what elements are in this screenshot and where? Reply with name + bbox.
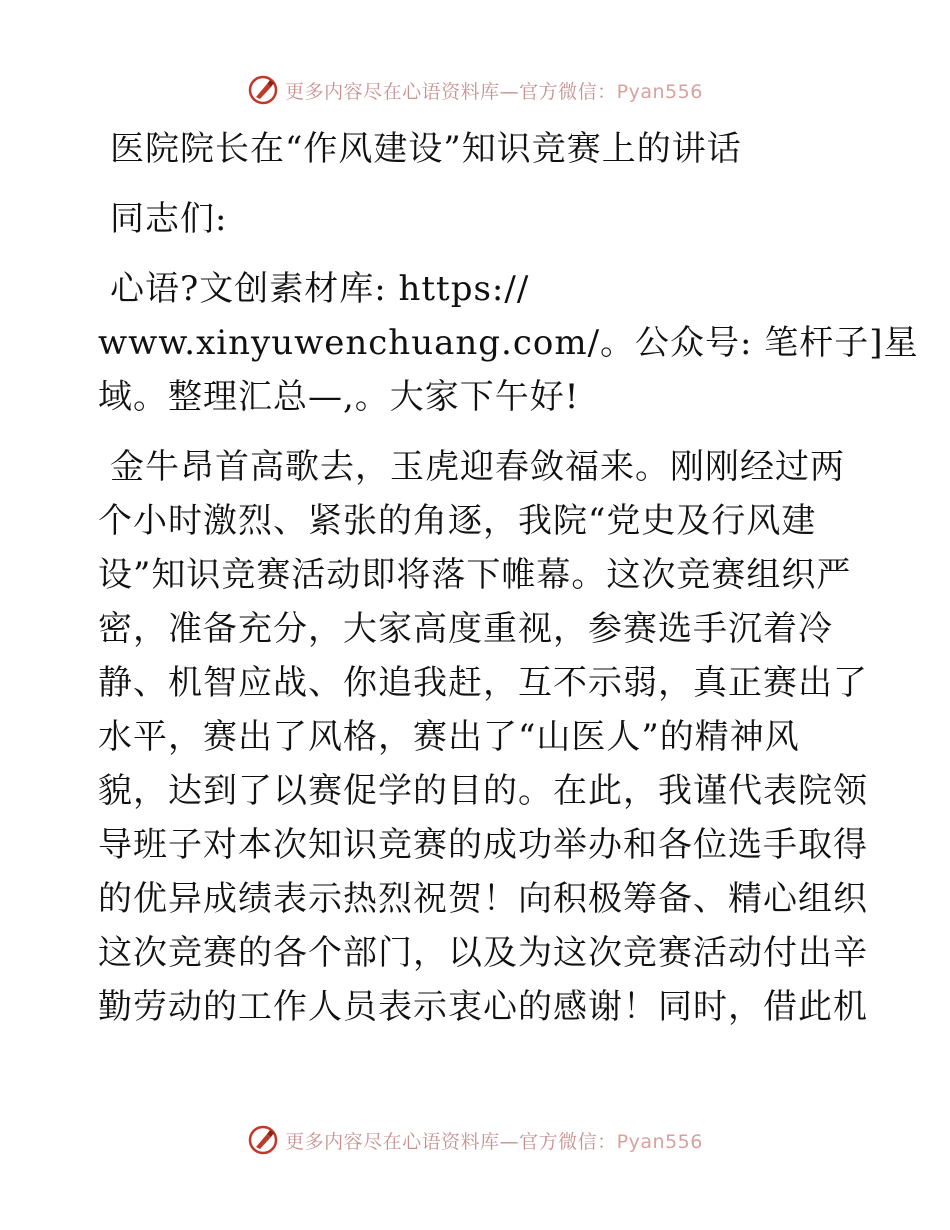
body-line: 的优异成绩表示热烈祝贺！向积极筹备、精心组织 [98, 879, 868, 919]
body-line: 金牛昂首高歌去，玉虎迎春敛福来。刚刚经过两 [110, 447, 845, 487]
document-body [98, 122, 919, 1034]
source-line: www.xinyuwenchuang.com/。公众号: 笔杆子]星 [98, 323, 919, 363]
source-line: 域。整理汇总—,。大家下午好! [98, 377, 580, 417]
document-title: 医院院长在“作风建设”知识竞赛上的讲话 [110, 129, 742, 169]
body-line: 这次竞赛的各个部门，以及为这次竞赛活动付出辛 [98, 933, 868, 973]
pen-logo-icon [247, 1124, 279, 1156]
body-line: 水平，赛出了风格，赛出了“山医人”的精神风 [98, 717, 800, 757]
body-line: 个小时激烈、紧张的角逐，我院“党史及行风建 [98, 501, 817, 541]
watermark-text: 更多内容尽在心语资料库—官方微信：Pyan556 [285, 80, 703, 103]
watermark-text: 更多内容尽在心语资料库—官方微信：Pyan556 [285, 1130, 703, 1153]
header-watermark [0, 70, 950, 110]
body-line: 设”知识竞赛活动即将落下帷幕。这次竞赛组织严 [98, 555, 852, 595]
source-line: 心语?文创素材库: https:// [110, 269, 530, 309]
body-line: 勤劳动的工作人员表示衷心的感谢！同时，借此机 [98, 987, 868, 1027]
pen-logo-icon [247, 74, 279, 106]
body-line: 密，准备充分，大家高度重视，参赛选手沉着冷 [98, 609, 833, 649]
body-line: 导班子对本次知识竞赛的成功举办和各位选手取得 [98, 825, 868, 865]
body-line: 貌，达到了以赛促学的目的。在此，我谨代表院领 [98, 771, 868, 811]
body-line: 静、机智应战、你追我赶，互不示弱，真正赛出了 [98, 663, 868, 703]
footer-watermark [0, 1120, 950, 1160]
salutation: 同志们: [110, 199, 228, 239]
